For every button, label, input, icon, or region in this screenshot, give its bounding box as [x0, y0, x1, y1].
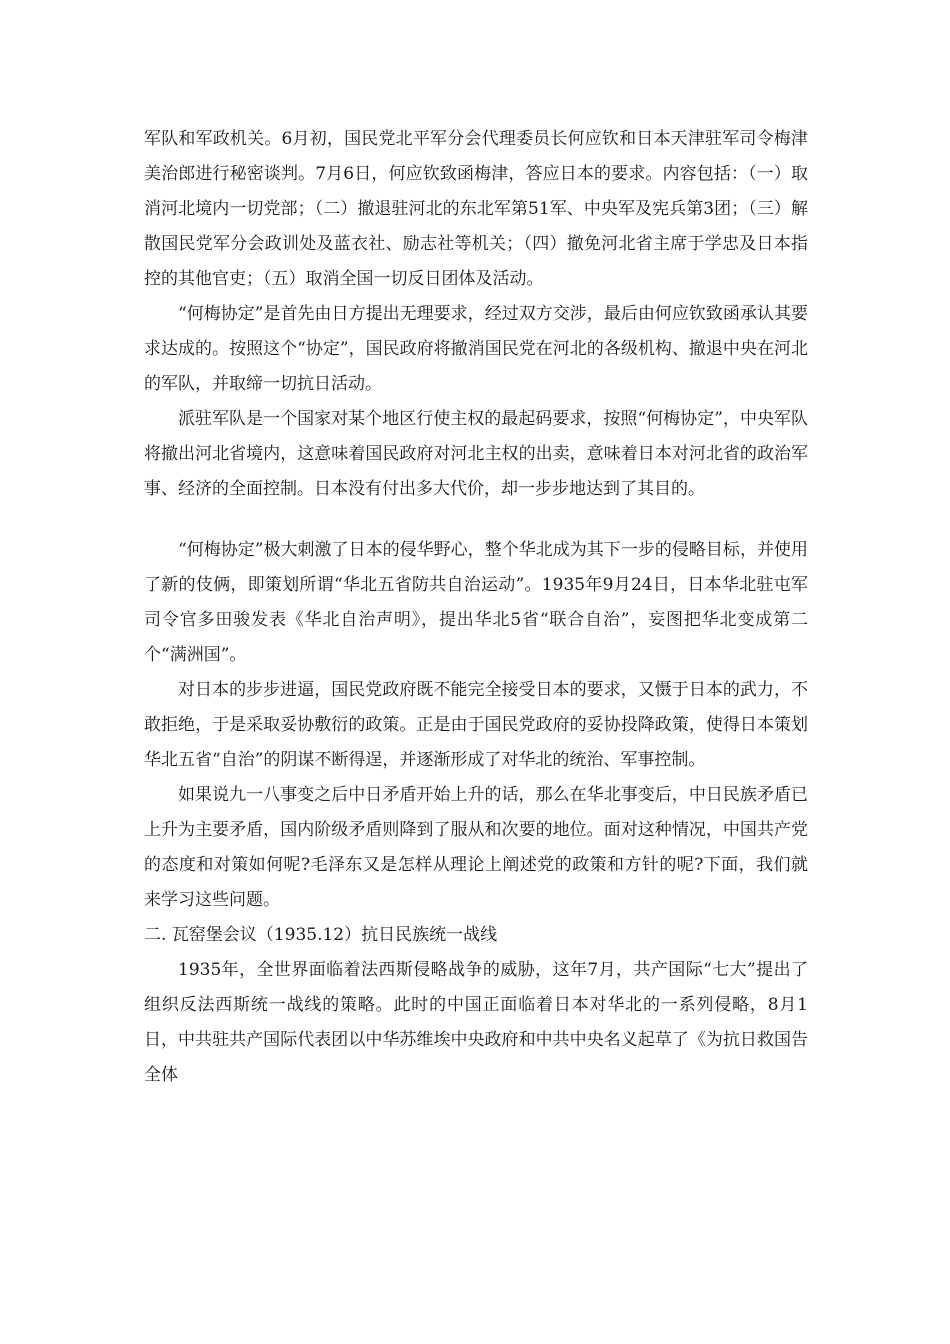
document-body	[144, 122, 808, 1093]
paragraph-2: “何梅协定”是首先由日方提出无理要求，经过双方交涉，最后由何应钦致函承认其要求达成的。按照这个“协定”，国民政府将撤消国民党在河北的各级机构、撤退中央在河北的军队，并取缔一切抗日活动。	[144, 304, 808, 394]
paragraph-5: 对日本的步步进逼，国民党政府既不能完全接受日本的要求，又慑于日本的武力，不敢拒绝，于是采取妥协敷衍的政策。正是由于国民党政府的妥协投降政策，使得日本策划华北五省“自治”的阴谋不断得逞，并逐渐形成了对华北的统治、军事控制。	[144, 680, 808, 770]
section-paragraph-1: 1935年，全世界面临着法西斯侵略战争的威胁，这年7月，共产国际“七大”提出了组织反法西斯统一战线的策略。此时的中国正面临着日本对华北的一系列侵略，8月1日，中共驻共产国际代表团以中华苏维埃中央政府和中共中央名义起草了《为抗日救国告全体	[144, 960, 808, 1085]
paragraph-3: 派驻军队是一个国家对某个地区行使主权的最起码要求，按照“何梅协定”，中央军队将撤出河北省境内，这意味着国民政府对河北主权的出卖，意味着日本对河北省的政治军事、经济的全面控制。日本没有付出多大代价，却一步步地达到了其目的。	[144, 409, 808, 499]
paragraph-1: 军队和军政机关。6月初，国民党北平军分会代理委员长何应钦和日本天津驻军司令梅津美治郎进行秘密谈判。7月6日，何应钦致函梅津，答应日本的要求。内容包括：（一）取消河北境内一切党部；（二）撤退驻河北的东北军第51军、中央军及宪兵第3团；（三）解散国民党军分会政训处及蓝衣社、励志社等机关；（四）撤免河北省主席于学忠及日本指控的其他官吏；（五）取消全国一切反日团体及活动。	[144, 129, 808, 289]
paragraph-4: “何梅协定”极大刺激了日本的侵华野心，整个华北成为其下一步的侵略目标，并使用了新的伎俩，即策划所谓“华北五省防共自治运动”。1935年9月24日，日本华北驻屯军司令官多田骏发表《华北自治声明》，提出华北5省“联合自治”，妄图把华北变成第二个“满洲国”。	[144, 540, 808, 665]
paragraph-6: 如果说九一八事变之后中日矛盾开始上升的话，那么在华北事变后，中日民族矛盾已上升为主要矛盾，国内阶级矛盾则降到了服从和次要的地位。面对这种情况，中国共产党的态度和对策如何呢?毛泽东又是怎样从理论上阐述党的政策和方针的呢?下面，我们就来学习这些问题。	[144, 785, 808, 910]
section-heading: 二. 瓦窑堡会议（1935.12）抗日民族统一战线	[144, 925, 498, 945]
